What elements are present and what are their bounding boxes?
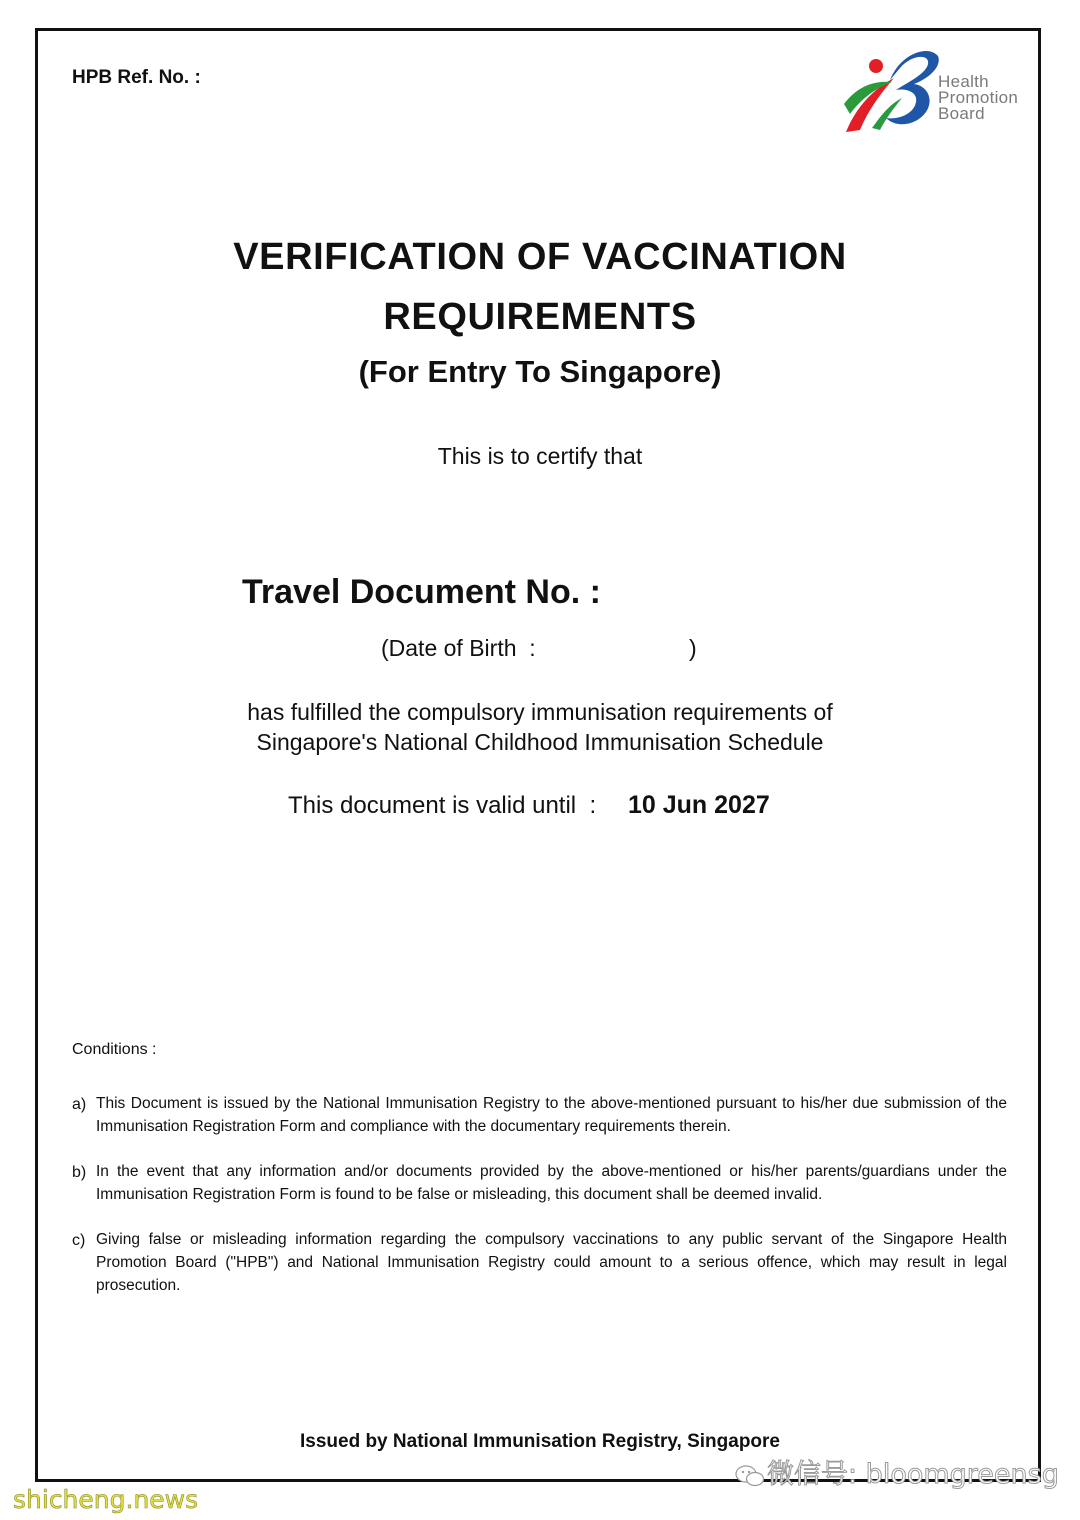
condition-text: This Document is issued by the National Immunisation Registry to the above-mentioned pursuant to his/her due submission of the Immunisation Registration Form and compliance with the documentary requirements therein.: [96, 1095, 1007, 1135]
logo-text-board: Board: [938, 104, 985, 123]
condition-marker: c): [72, 1232, 86, 1249]
condition-item: [72, 1228, 1007, 1297]
document-title-line1: VERIFICATION OF VACCINATION: [233, 236, 847, 278]
hpb-logo-icon: [842, 44, 942, 134]
conditions-heading: Conditions :: [72, 1041, 157, 1058]
wechat-icon: [735, 1464, 765, 1488]
travel-document-no-label: Travel Document No. :: [242, 573, 601, 611]
hpb-logo: [842, 44, 1032, 134]
fulfilment-line1: has fulfilled the compulsory immunisation requirements of: [247, 699, 833, 725]
wechat-watermark: [735, 1452, 1059, 1491]
document-subtitle: (For Entry To Singapore): [358, 354, 722, 389]
logo-wordmark: [938, 74, 1018, 122]
fulfilment-line2: Singapore's National Childhood Immunisation Schedule: [256, 729, 824, 755]
logo-text-promotion: Promotion: [938, 88, 1019, 107]
validity-label: This document is valid until :: [288, 792, 597, 819]
condition-text: In the event that any information and/or documents provided by the above-mentioned or his/her parents/guardians under the Immunisation Registration Form is found to be false or misleading, this document shall be deemed invalid.: [96, 1163, 1007, 1203]
certify-statement: This is to certify that: [437, 443, 643, 469]
wechat-watermark-text: 微信号: bloomgreensg: [767, 1459, 1059, 1490]
date-of-birth-close: ): [689, 635, 697, 661]
validity-date: 10 Jun 2027: [628, 791, 770, 819]
logo-text-health: Health: [938, 72, 989, 91]
condition-item: [72, 1160, 1007, 1206]
date-of-birth-label: (Date of Birth :: [381, 635, 536, 661]
condition-marker: a): [72, 1096, 87, 1113]
condition-marker: b): [72, 1164, 87, 1181]
issued-by-footer: Issued by National Immunisation Registry, Singapore: [299, 1431, 781, 1452]
hpb-ref-label: HPB Ref. No. :: [72, 67, 201, 88]
document-title-line2: REQUIREMENTS: [383, 296, 697, 338]
condition-item: [72, 1092, 1007, 1138]
site-watermark: shicheng.news: [13, 1485, 199, 1514]
fulfilment-statement: [0, 697, 1080, 757]
condition-text: Giving false or misleading information regarding the compulsory vaccinations to any public servant of the Singapore Health Promotion Board ("HPB") and National Immunisation Registry could amount to a serious offence, which may result in legal prosecution.: [96, 1231, 1007, 1294]
